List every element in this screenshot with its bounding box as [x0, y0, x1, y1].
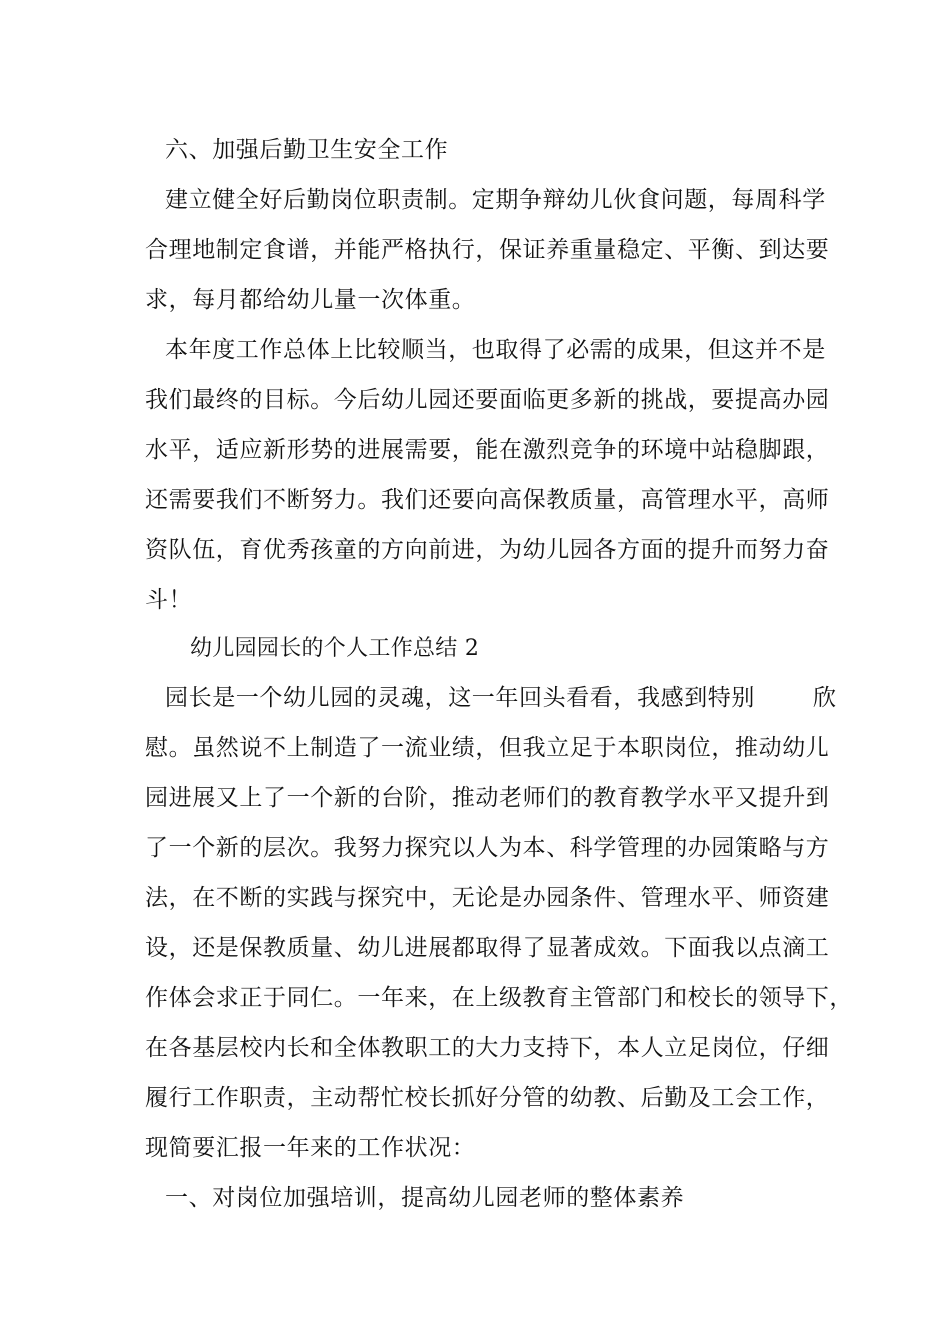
paragraph-line: 求，每月都给幼儿量一次体重。	[145, 287, 476, 313]
paragraph-line: 斗！	[145, 587, 193, 613]
paragraph-line: 水平，适应新形势的进展需要，能在激烈竞争的环境中站稳脚跟，	[145, 437, 830, 463]
paragraph-text: 园长是一个幼儿园的灵魂，这一年回头看看，我感到特别	[165, 685, 755, 711]
paragraph-line: 我们最终的目标。今后幼儿园还要面临更多新的挑战，要提高办园	[145, 387, 830, 413]
paragraph-line: 现简要汇报一年来的工作状况：	[145, 1135, 476, 1161]
paragraph-line: 法，在不断的实践与探究中，无论是办园条件、管理水平、师资建	[145, 885, 830, 911]
paragraph-line: 合理地制定食谱，并能严格执行，保证养重量稳定、平衡、到达要	[145, 237, 830, 263]
paragraph-line: 慰。虽然说不上制造了一流业绩，但我立足于本职岗位，推动幼儿	[145, 735, 830, 761]
paragraph-line: 资队伍，育优秀孩童的方向前进，为幼儿园各方面的提升而努力奋	[145, 537, 830, 563]
section-heading-1: 一、对岗位加强培训，提高幼儿园老师的整体素养	[165, 1185, 685, 1211]
paragraph-line: 了一个新的层次。我努力探究以人为本、科学管理的办园策略与方	[145, 835, 830, 861]
paragraph-line: 履行工作职责，主动帮忙校长抓好分管的幼教、后勤及工会工作，	[145, 1085, 830, 1111]
paragraph-line: 建立健全好后勤岗位职责制。定期争辩幼儿伙食问题，每周科学	[165, 187, 826, 213]
paragraph-line: 还需要我们不断努力。我们还要向高保教质量，高管理水平，高师	[145, 487, 830, 513]
summary-title: 幼儿园园长的个人工作总结 2	[190, 636, 480, 661]
paragraph-line: 作体会求正于同仁。一年来，在上级教育主管部门和校长的领导下，	[145, 985, 853, 1011]
paragraph-line: 设，还是保教质量、幼儿进展都取得了显著成效。下面我以点滴工	[145, 935, 830, 961]
paragraph-line: 园进展又上了一个新的台阶，推动老师们的教育教学水平又提升到	[145, 785, 830, 811]
paragraph-text: 欣	[813, 685, 837, 711]
paragraph-line	[165, 683, 837, 713]
paragraph-line: 在各基层校内长和全体教职工的大力支持下，本人立足岗位，仔细	[145, 1035, 830, 1061]
paragraph-line: 本年度工作总体上比较顺当，也取得了必需的成果，但这并不是	[165, 337, 826, 363]
section-heading-6: 六、加强后勤卫生安全工作	[165, 137, 449, 163]
